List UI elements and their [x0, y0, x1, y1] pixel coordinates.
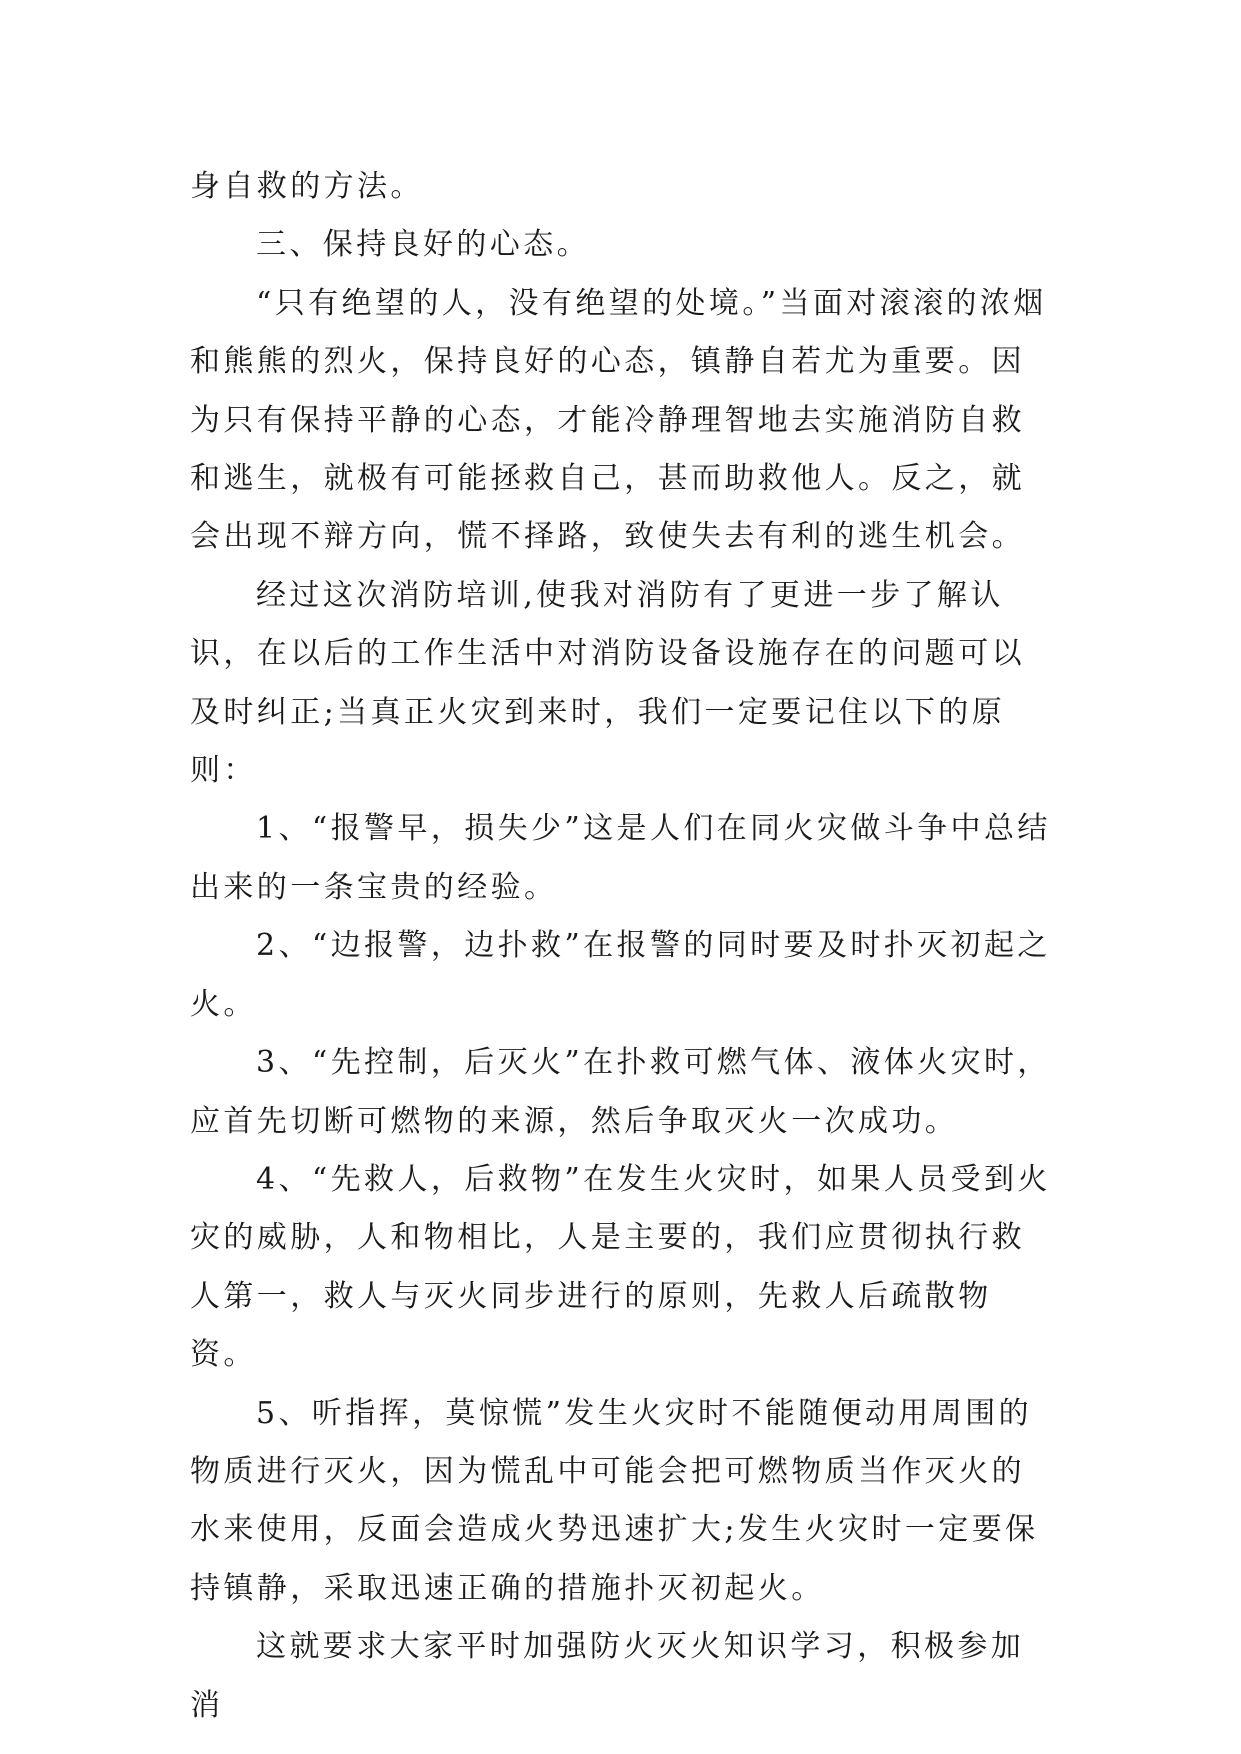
principle-5: 5、听指挥，莫惊慌”发生火灾时不能随便动用周围的物质进行灭火，因为慌乱中可能会把可燃物质当作灭火的水来使用，反面会造成火势迅速扩大;发生火灾时一定要保持镇静，采取迅速正确的措施扑灭初起火。 — [190, 1395, 1039, 1606]
principle-2: 2、“边报警，边扑救”在报警的同时要及时扑灭初起之火。 — [190, 928, 1051, 1022]
principle-3: 3、“先控制，后灭火”在扑救可燃气体、液体火灾时，应首先切断可燃物的来源，然后争取灭火一次成功。 — [190, 1045, 1051, 1139]
paragraph-mindset: “只有绝望的人，没有绝望的处境。”当面对滚滚的浓烟和熊熊的烈火，保持良好的心态，镇静自若尤为重要。因为只有保持平静的心态，才能冷静理智地去实施消防自救和逃生，就极有可能拯救自己，甚而助救他人。反之，就会出现不辩方向，慌不择路，致使失去有利的逃生机会。 — [190, 285, 1047, 555]
document-page — [190, 158, 1054, 1735]
principle-4: 4、“先救人，后救物”在发生火灾时，如果人员受到火灾的威胁，人和物相比，人是主要的，我们应贯彻执行救人第一，救人与灭火同步进行的原则，先救人后疏散物资。 — [190, 1161, 1051, 1373]
paragraph-training: 经过这次消防培训,使我对消防有了更进一步了解认识，在以后的工作生活中对消防设备设施存在的问题可以及时纠正;当真正火灾到来时，我们一定要记住以下的原则： — [190, 577, 1025, 789]
paragraph-continuation: 身自救的方法。 — [190, 169, 424, 204]
principle-1: 1、“报警早，损失少”这是人们在同火灾做斗争中总结出来的一条宝贵的经验。 — [190, 811, 1051, 905]
section-heading-mindset: 三、保持良好的心态。 — [256, 227, 590, 263]
paragraph-closing: 这就要求大家平时加强防火灭火知识学习，积极参加消 — [190, 1629, 1025, 1723]
